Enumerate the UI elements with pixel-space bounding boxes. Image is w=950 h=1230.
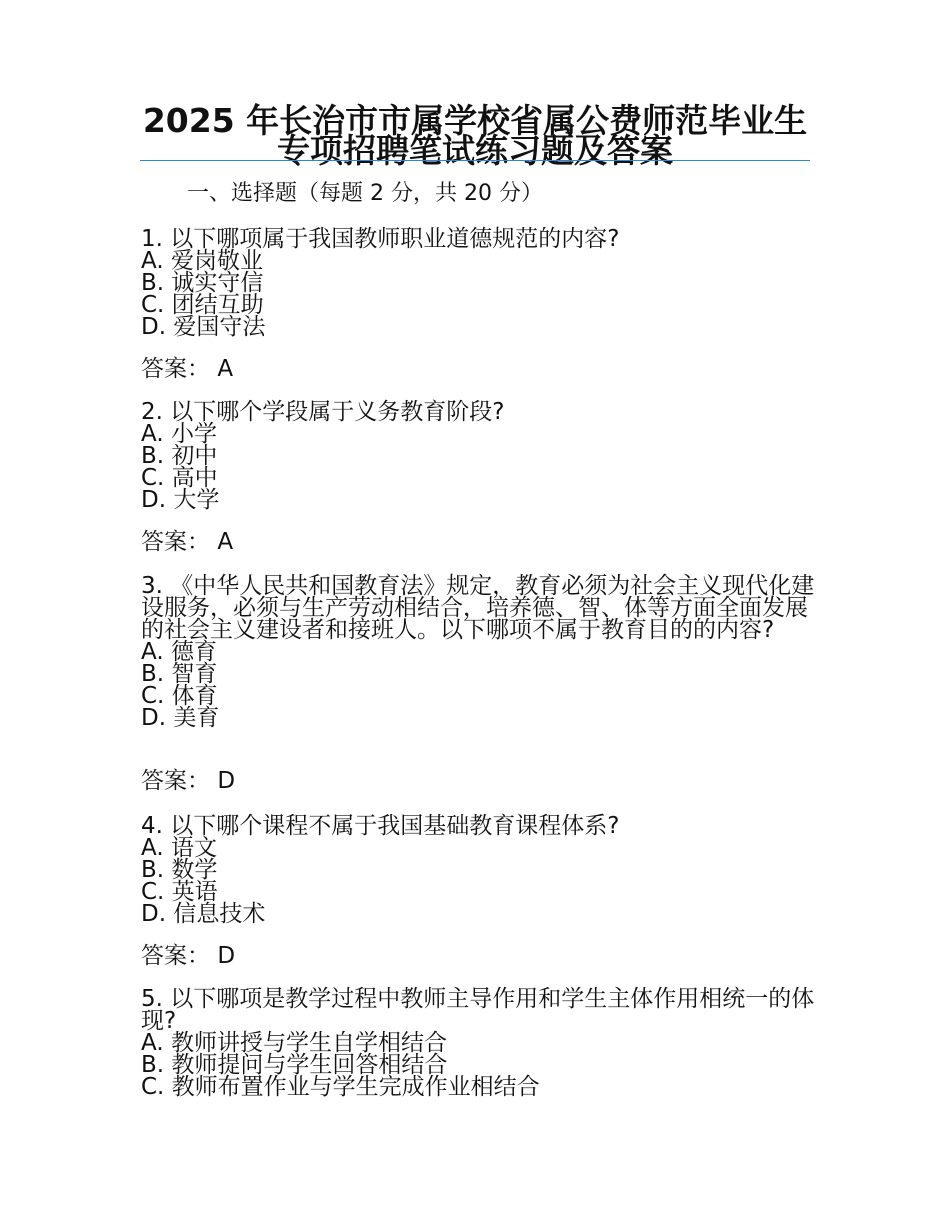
question-stem: 3. 《中华人民共和国教育法》规定，教育必须为社会主义现代化建设服务，必须与生产劳动相结合，培养德、智、体等方面全面发展的社会主义建设者和接班人。以下哪项不属于教育目的的内容? [141,573,815,643]
question-3 [141,575,816,729]
option-a: A. 教师讲授与学生自学相结合 [141,1030,447,1056]
answer-label: 答案： [141,768,210,794]
question-4 [141,815,816,925]
question-1 [141,228,816,338]
option-c: C. 高中 [141,465,218,491]
option-c: C. 教师布置作业与学生完成作业相结合 [141,1074,540,1100]
option-c: C. 体育 [141,683,218,709]
answer-3 [141,767,235,795]
question-2 [141,401,816,511]
question-5 [141,988,816,1098]
section-heading: 一、选择题（每题 2 分，共 20 分） [187,181,543,206]
option-d: D. 爱国守法 [141,314,266,340]
option-a: A. 德育 [141,639,217,665]
question-stem: 5. 以下哪项是教学过程中教师主导作用和学生主体作用相统一的体现? [141,986,815,1034]
option-b: B. 教师提问与学生回答相结合 [141,1052,448,1078]
option-b: B. 数学 [141,857,218,883]
answer-4 [141,942,235,970]
option-a: A. 爱岗敬业 [141,248,263,274]
question-stem: 1. 以下哪项属于我国教师职业道德规范的内容? [141,226,620,252]
question-stem: 4. 以下哪个课程不属于我国基础教育课程体系? [141,813,620,839]
option-d: D. 大学 [141,487,220,513]
document-title: 2025 年长治市市属学校省属公费师范毕业生专项招聘笔试练习题及答案 [142,101,808,170]
question-stem: 2. 以下哪个学段属于义务教育阶段? [141,399,505,425]
option-a: A. 小学 [141,421,217,447]
answer-value: D [217,943,236,969]
answer-label: 答案： [141,943,210,969]
answer-label: 答案： [141,529,210,555]
answer-value: A [217,356,234,382]
answer-value: A [217,529,234,555]
option-b: B. 初中 [141,443,218,469]
option-c: C. 英语 [141,879,218,905]
title-underline [140,160,810,161]
answer-label: 答案： [141,356,210,382]
option-d: D. 美育 [141,705,220,731]
option-b: B. 智育 [141,661,218,687]
option-c: C. 团结互助 [141,292,264,318]
answer-1 [141,355,233,383]
answer-value: D [217,768,236,794]
option-a: A. 语文 [141,835,217,861]
option-d: D. 信息技术 [141,901,266,927]
answer-2 [141,528,233,556]
option-b: B. 诚实守信 [141,270,264,296]
